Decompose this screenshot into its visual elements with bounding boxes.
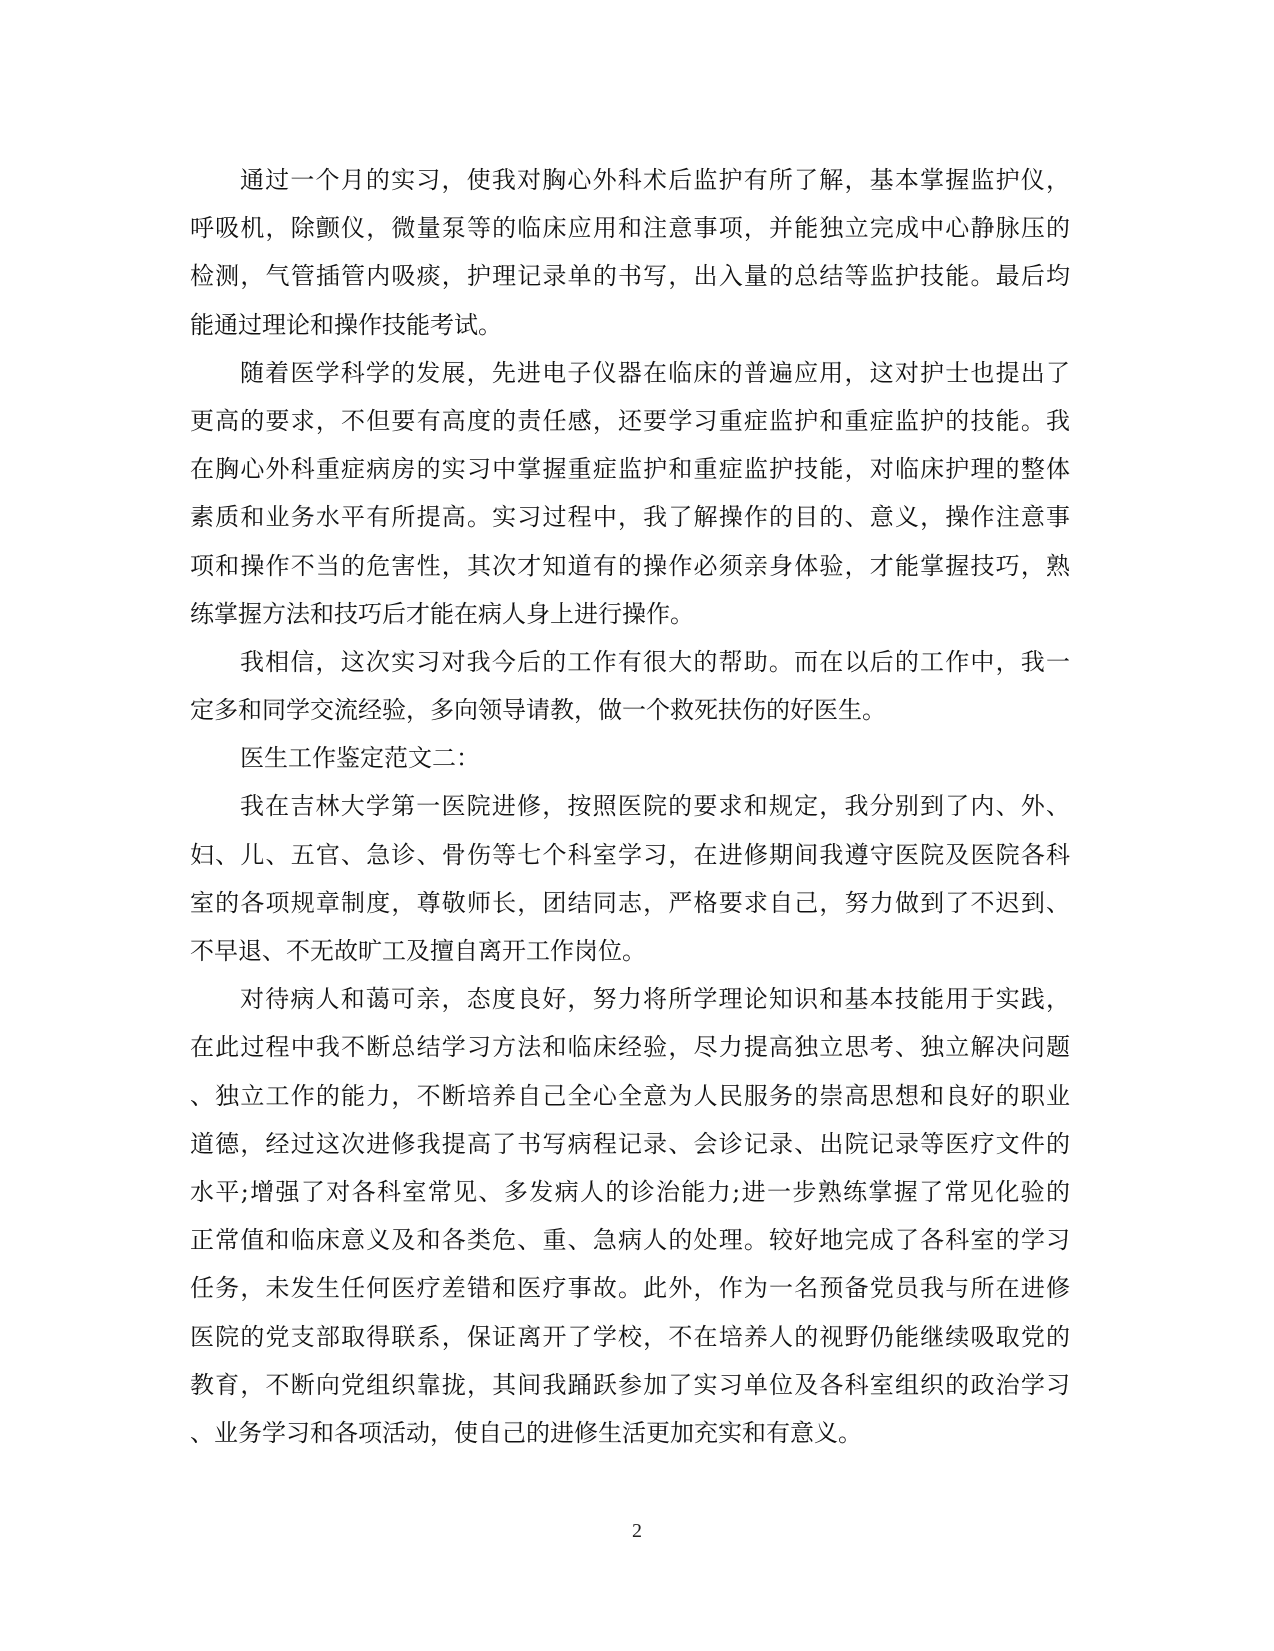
text-line: 素质和业务水平有所提高。实习过程中，我了解操作的目的、意义，操作注意事 xyxy=(190,503,1070,532)
text-line: 在此过程中我不断总结学习方法和临床经验，尽力提高独立思考、独立解决问题 xyxy=(190,1033,1070,1062)
text-line: 能通过理论和操作技能考试。 xyxy=(190,310,502,339)
text-line: 任务，未发生任何医疗差错和医疗事故。此外，作为一名预备党员我与所在进修 xyxy=(190,1274,1070,1303)
paragraph xyxy=(190,156,1070,349)
text-line: 我在吉林大学第一医院进修，按照医院的要求和规定，我分别到了内、外、 xyxy=(240,792,1070,821)
text-line: 道德，经过这次进修我提高了书写病程记录、会诊记录、出院记录等医疗文件的 xyxy=(190,1129,1070,1158)
text-line: 在胸心外科重症病房的实习中掌握重症监护和重症监护技能，对临床护理的整体 xyxy=(190,455,1070,484)
text-line: 水平;增强了对各科室常见、多发病人的诊治能力;进一步熟练掌握了常见化验的 xyxy=(190,1177,1070,1206)
text-line: 正常值和临床意义及和各类危、重、急病人的处理。较好地完成了各科室的学习 xyxy=(190,1226,1070,1255)
text-line: 更高的要求，不但要有高度的责任感，还要学习重症监护和重症监护的技能。我 xyxy=(190,406,1070,435)
text-line: 、业务学习和各项活动，使自己的进修生活更加充实和有意义。 xyxy=(190,1418,862,1447)
text-line: 、独立工作的能力，不断培养自己全心全意为人民服务的崇高思想和良好的职业 xyxy=(190,1081,1070,1110)
text-line: 教育，不断向党组织靠拢，其间我踊跃参加了实习单位及各科室组织的政治学习 xyxy=(190,1370,1070,1399)
text-line: 通过一个月的实习，使我对胸心外科术后监护有所了解，基本掌握监护仪， xyxy=(240,166,1070,194)
text-line: 妇、儿、五官、急诊、骨伤等七个科室学习，在进修期间我遵守医院及医院各科 xyxy=(190,840,1070,869)
text-line: 呼吸机，除颤仪，微量泵等的临床应用和注意事项，并能独立完成中心静脉压的 xyxy=(190,214,1070,243)
text-line: 医院的党支部取得联系，保证离开了学校，不在培养人的视野仍能继续吸取党的 xyxy=(190,1322,1070,1351)
heading-line: 医生工作鉴定范文二： xyxy=(240,744,480,773)
text-line: 室的各项规章制度，尊敬师长，团结同志，严格要求自己，努力做到了不迟到、 xyxy=(190,888,1070,917)
paragraph xyxy=(190,975,1070,1457)
section-heading xyxy=(190,734,1070,782)
text-line: 练掌握方法和技巧后才能在病人身上进行操作。 xyxy=(190,599,694,628)
text-line: 定多和同学交流经验，多向领导请教，做一个救死扶伤的好医生。 xyxy=(190,696,886,725)
text-line: 随着医学科学的发展，先进电子仪器在临床的普遍应用，这对护士也提出了 xyxy=(240,358,1070,387)
text-line: 不早退、不无故旷工及擅自离开工作岗位。 xyxy=(190,937,646,965)
text-line: 检测，气管插管内吸痰，护理记录单的书写，出入量的总结等监护技能。最后均 xyxy=(190,262,1070,291)
paragraph xyxy=(190,638,1070,734)
page-number: 2 xyxy=(632,1520,642,1542)
document-body xyxy=(190,156,1070,1457)
paragraph xyxy=(190,349,1070,638)
text-line: 我相信，这次实习对我今后的工作有很大的帮助。而在以后的工作中，我一 xyxy=(240,647,1070,676)
text-line: 对待病人和蔼可亲，态度良好，努力将所学理论知识和基本技能用于实践， xyxy=(240,985,1070,1014)
paragraph xyxy=(190,782,1070,975)
text-line: 项和操作不当的危害性，其次才知道有的操作必须亲身体验，才能掌握技巧，熟 xyxy=(190,551,1070,580)
